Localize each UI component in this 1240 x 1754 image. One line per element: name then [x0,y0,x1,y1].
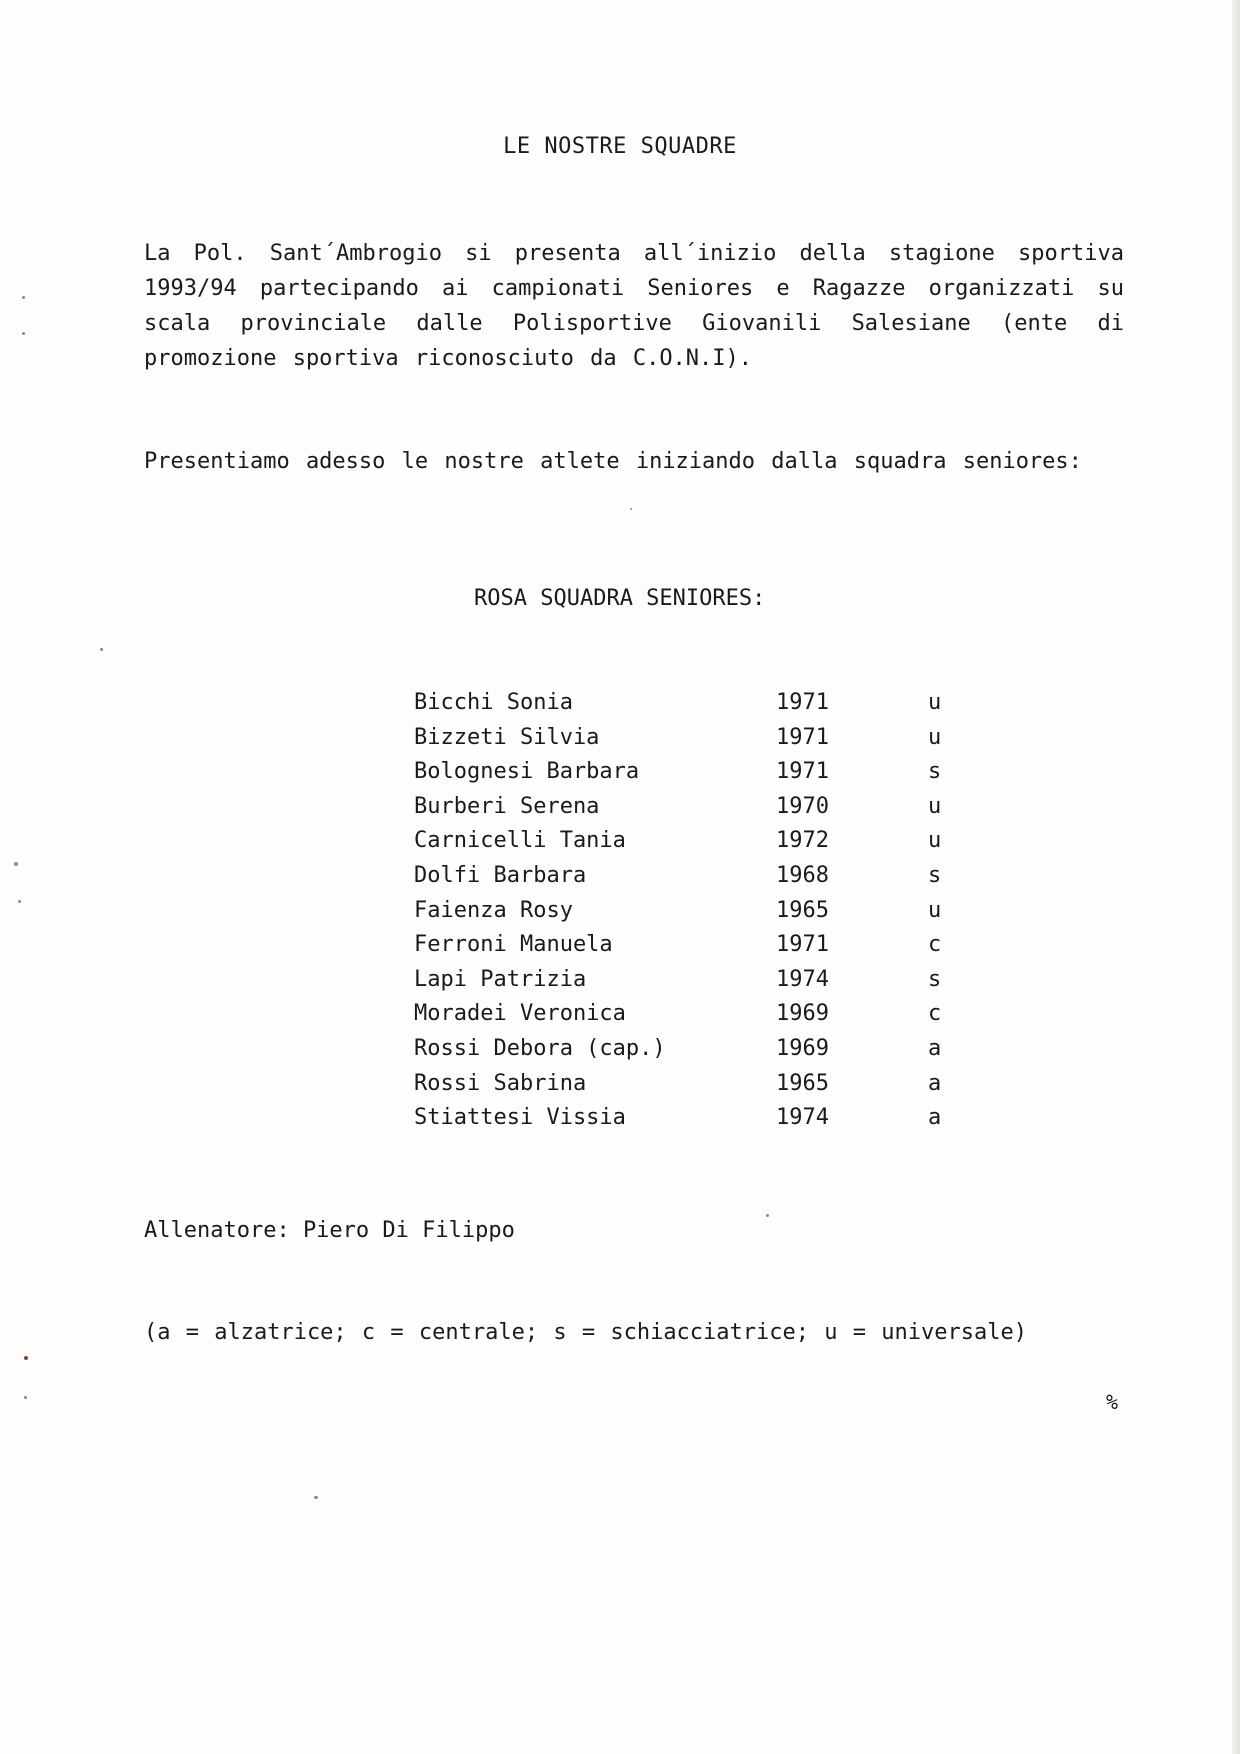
player-name: Burberi Serena [414,793,600,819]
player-role: c [928,932,942,958]
player-role: u [928,897,942,923]
player-role: c [928,1001,942,1027]
player-year: 1965 [776,897,829,923]
scan-speck [314,1496,318,1499]
scan-speck [14,862,18,866]
player-year: 1968 [776,862,829,888]
scan-speck [18,900,21,903]
player-year: 1971 [776,759,829,785]
player-year: 1971 [776,690,829,715]
player-year: 1965 [776,1070,829,1096]
page-edge [1232,0,1240,1754]
player-role: s [928,862,942,888]
player-name: Bicchi Sonia [414,690,573,715]
role-legend: (a = alzatrice; c = centrale; s = schiacciatrice; u = universale) [144,1320,1027,1345]
presentation-paragraph: Presentiamo adesso le nostre atlete iniziando dalla squadra seniores: [144,449,1082,474]
player-year: 1971 [776,932,829,958]
player-year: 1970 [776,793,829,819]
player-name: Ferroni Manuela [414,932,613,958]
player-name: Rossi Debora (cap.) [414,1035,666,1061]
player-year: 1971 [776,724,829,750]
coach-line: Allenatore: Piero Di Filippo [144,1218,515,1243]
player-year: 1969 [776,1001,829,1027]
player-year: 1969 [776,1035,829,1061]
player-name: Stiattesi Vissia [414,1105,626,1131]
player-name: Bizzeti Silvia [414,724,600,750]
player-name: Rossi Sabrina [414,1070,587,1096]
player-year: 1972 [776,828,829,854]
player-role: u [928,690,942,715]
player-name: Faienza Rosy [414,897,573,923]
scan-speck [766,1214,769,1217]
player-role: u [928,724,942,750]
player-year: 1974 [776,966,829,992]
player-name: Bolognesi Barbara [414,759,640,785]
player-name: Dolfi Barbara [414,862,587,888]
player-role: u [928,793,942,819]
player-name: Carnicelli Tania [414,828,626,854]
roster-title: ROSA SQUADRA SENIORES: [474,586,766,611]
page-title: LE NOSTRE SQUADRE [503,134,737,159]
player-year: 1974 [776,1105,829,1131]
player-role: a [928,1035,942,1061]
scan-speck [24,1396,27,1399]
player-role: u [928,828,942,854]
player-role: s [928,759,942,785]
player-role: a [928,1070,942,1096]
player-role: a [928,1105,942,1131]
scan-speck [630,508,632,510]
scan-speck [22,296,25,299]
scan-speck [100,648,103,651]
scan-speck [24,1356,28,1360]
intro-paragraph: La Pol. Sant´Ambrogio si presenta all´inizio della stagione sportiva 1993/94 partecipando ai campionati Seniores e Ragazze organizzati su scala provinciale dalle Polisportive Giovanili Salesiane (ente di promozione sportiva riconosciuto da C.O.N.I). [144,241,1124,371]
end-mark: % [1106,1390,1119,1414]
scan-speck [22,332,25,335]
player-name: Lapi Patrizia [414,966,587,992]
player-role: s [928,966,942,992]
player-name: Moradei Veronica [414,1001,626,1027]
